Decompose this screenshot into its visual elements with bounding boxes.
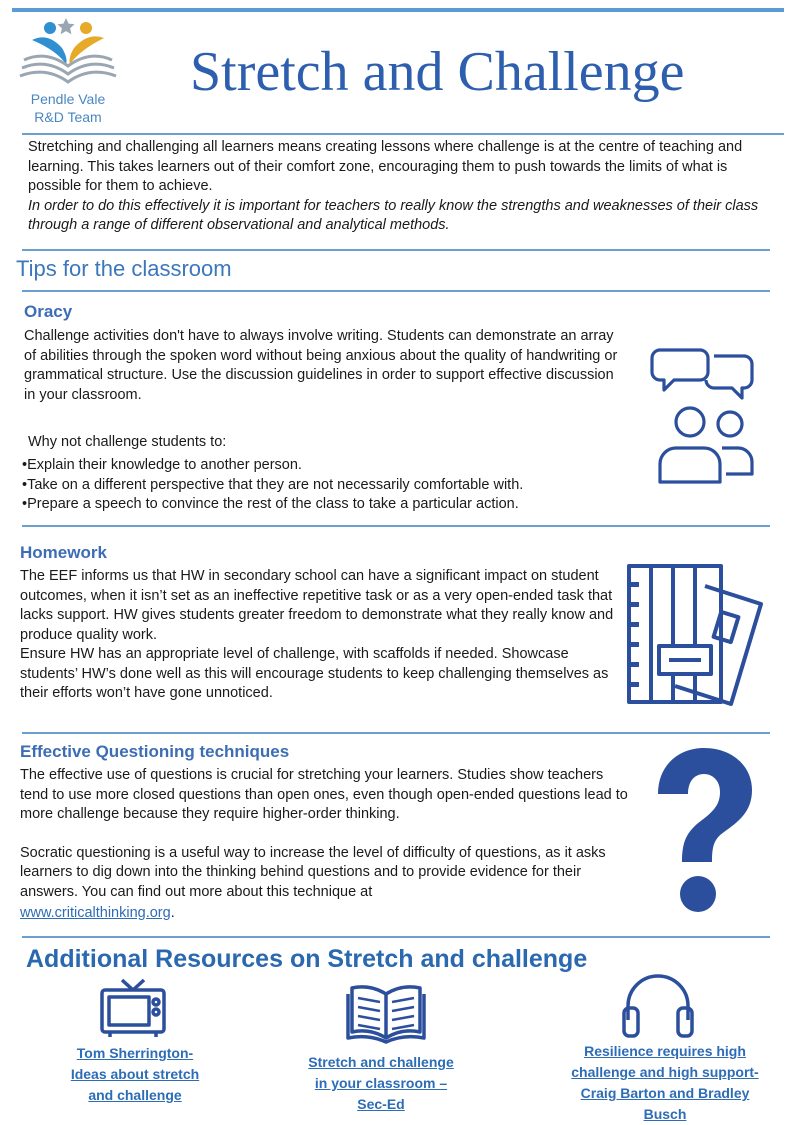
- logo: [18, 14, 118, 132]
- resource-line[interactable]: Resilience requires high: [584, 1043, 746, 1059]
- intro-italic: In order to do this effectively it is important for teachers to really know the strengths and weaknesses of their class through a range of different observational and analytical methods.: [28, 197, 759, 233]
- list-item: • Explain their knowledge to another person.: [22, 456, 662, 476]
- questioning-paragraph-2: Socratic questioning is a useful way to increase the level of difficulty of questions, as it asks learners to dig down into the thinking behind questions and to provide evidence for their answers. You can find out more about this technique at: [20, 844, 606, 900]
- list-item: • Take on a different perspective that they are not necessarily comfortable with.: [22, 476, 662, 496]
- resource-line[interactable]: Ideas about stretch: [70, 1066, 200, 1082]
- resource-line[interactable]: challenge and high support-: [571, 1064, 759, 1080]
- page-title: Stretch and Challenge: [190, 41, 685, 103]
- resource-line[interactable]: in your classroom –: [314, 1075, 448, 1091]
- open-book-icon: [346, 982, 426, 1042]
- link-suffix: .: [170, 905, 175, 921]
- homework-paragraph-2: Ensure HW has an appropriate level of challenge, with scaffolds if needed. Showcase students’ HW’s done well as this will encourage students to keep challenging themselves as their efforts won’t have gone unnoticed.: [20, 646, 609, 701]
- discussion-icon: [650, 342, 760, 482]
- resource-line[interactable]: Sec-Ed: [357, 1096, 405, 1112]
- oracy-heading: Oracy: [24, 302, 73, 321]
- divider: [22, 732, 770, 734]
- question-mark-icon: [648, 746, 758, 916]
- divider: [22, 133, 784, 135]
- homework-text: [20, 567, 630, 704]
- divider: [22, 525, 770, 527]
- intro: [28, 138, 780, 236]
- oracy-paragraph: Challenge activities don't have to always involve writing. Students can demonstrate an array of abilities through the spoken word without being anxious about the quality of handwriting or grammatical structure. Use the discussion guidelines in order to support effective discussion in your classroom.: [24, 328, 618, 403]
- intro-paragraph: Stretching and challenging all learners means creating lessons where challenge is at the centre of teaching and learning. This takes learners out of their comfort zone, encouraging them to push towards the limits of what is possible for them to achieve.: [28, 139, 743, 194]
- logo-name: Pendle Vale: [30, 91, 106, 107]
- headphones-icon: [622, 972, 694, 1038]
- resource-link-resilience[interactable]: [560, 1041, 770, 1125]
- list-item: • Prepare a speech to convince the rest of the class to take a particular action.: [22, 495, 662, 515]
- homework-folder-icon: [625, 562, 775, 712]
- logo-team: R&D Team: [34, 109, 102, 125]
- homework-paragraph-1: The EEF informs us that HW in secondary school can have a significant impact on student outcomes, when it isn’t set as an ineffective repetitive task or as a very open-ended task that lacks support. HW gives students greater freedom to demonstrate what they really know and produce quality work.: [20, 568, 614, 643]
- questioning-text: [20, 766, 634, 924]
- questioning-paragraph-1: The effective use of questions is crucial for stretching your learners. Studies show teachers tend to use more closed questions than open ones, even though open-ended questions lead to more challenge because they require higher-order thinking.: [20, 767, 628, 822]
- criticalthinking-link[interactable]: www.criticalthinking.org: [20, 905, 171, 921]
- resource-link-sec-ed[interactable]: [286, 1052, 476, 1115]
- top-border: [12, 8, 784, 12]
- tips-heading: Tips for the classroom: [16, 256, 232, 281]
- resources-heading: Additional Resources on Stretch and challenge: [26, 945, 588, 973]
- questioning-heading: Effective Questioning techniques: [20, 742, 290, 761]
- tv-icon: [100, 978, 166, 1038]
- divider: [22, 290, 770, 292]
- homework-heading: Homework: [20, 543, 107, 562]
- oracy-bullets: [22, 456, 662, 515]
- logo-mark-icon: [18, 14, 118, 86]
- resource-link-tom-sherrington[interactable]: [50, 1043, 220, 1106]
- resource-line[interactable]: Craig Barton and Bradley: [580, 1085, 750, 1101]
- resource-line[interactable]: and challenge: [88, 1087, 182, 1103]
- oracy-lead: Why not challenge students to:: [28, 434, 227, 450]
- resource-line[interactable]: Stretch and challenge: [308, 1054, 454, 1070]
- resource-line[interactable]: Tom Sherrington-: [76, 1045, 194, 1061]
- divider: [22, 936, 770, 938]
- divider: [22, 249, 770, 251]
- resource-line[interactable]: Busch: [643, 1106, 687, 1122]
